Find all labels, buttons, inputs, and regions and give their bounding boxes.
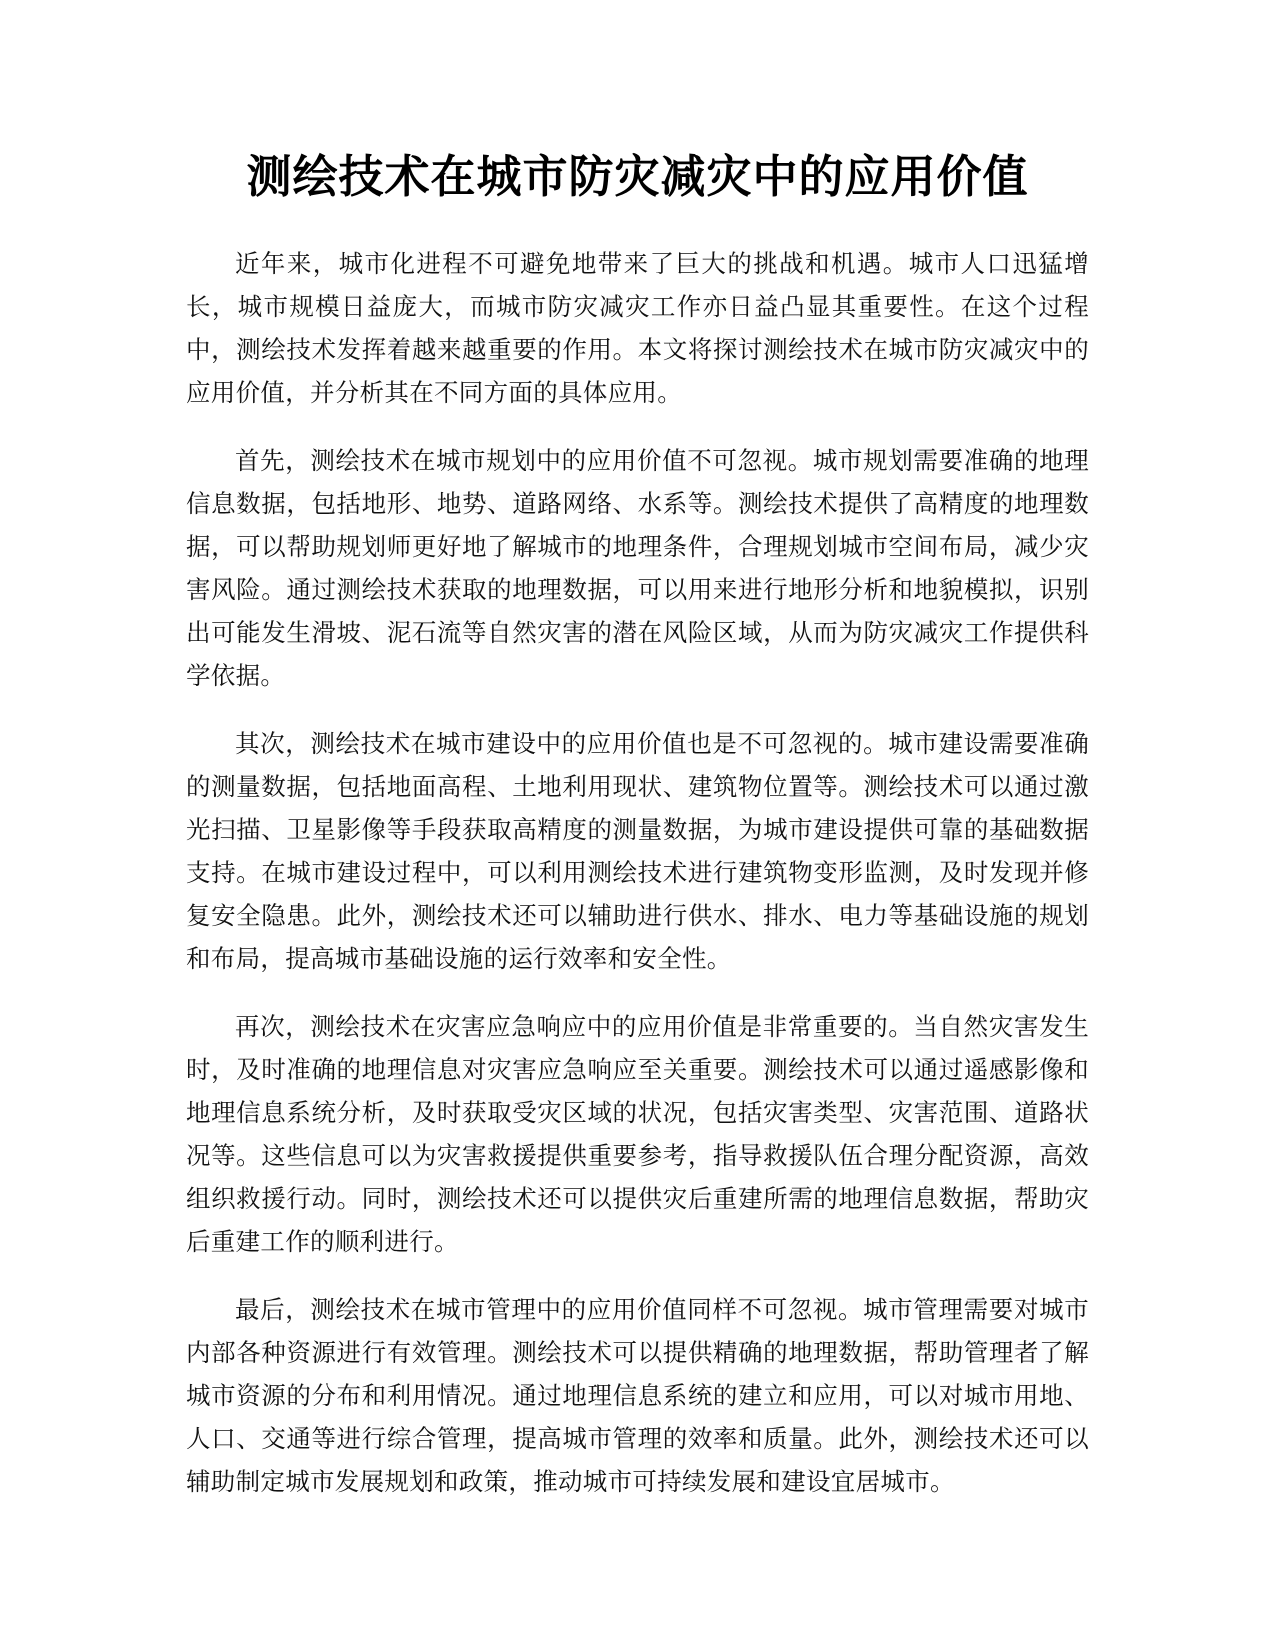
- paragraph-emergency-response: 再次，测绘技术在灾害应急响应中的应用价值是非常重要的。当自然灾害发生时，及时准确的地理信息对灾害应急响应至关重要。测绘技术可以通过遥感影像和地理信息系统分析，及时获取受灾区域的状况，包括灾害类型、灾害范围、道路状况等。这些信息可以为灾害救援提供重要参考，指导救援队伍合理分配资源，高效组织救援行动。同时，测绘技术还可以提供灾后重建所需的地理信息数据，帮助灾后重建工作的顺利进行。: [186, 1012, 1089, 1256]
- paragraph-intro: 近年来，城市化进程不可避免地带来了巨大的挑战和机遇。城市人口迅猛增长，城市规模日益庞大，而城市防灾减灾工作亦日益凸显其重要性。在这个过程中，测绘技术发挥着越来越重要的作用。本文将探讨测绘技术在城市防灾减灾中的应用价值，并分析其在不同方面的具体应用。: [186, 249, 1089, 407]
- document-title: 测绘技术在城市防灾减灾中的应用价值: [246, 150, 1029, 203]
- paragraph-urban-planning: 首先，测绘技术在城市规划中的应用价值不可忽视。城市规划需要准确的地理信息数据，包括地形、地势、道路网络、水系等。测绘技术提供了高精度的地理数据，可以帮助规划师更好地了解城市的地理条件，合理规划城市空间布局，减少灾害风险。通过测绘技术获取的地理数据，可以用来进行地形分析和地貌模拟，识别出可能发生滑坡、泥石流等自然灾害的潜在风险区域，从而为防灾减灾工作提供科学依据。: [186, 446, 1089, 690]
- paragraph-urban-construction: 其次，测绘技术在城市建设中的应用价值也是不可忽视的。城市建设需要准确的测量数据，包括地面高程、土地利用现状、建筑物位置等。测绘技术可以通过激光扫描、卫星影像等手段获取高精度的测量数据，为城市建设提供可靠的基础数据支持。在城市建设过程中，可以利用测绘技术进行建筑物变形监测，及时发现并修复安全隐患。此外，测绘技术还可以辅助进行供水、排水、电力等基础设施的规划和布局，提高城市基础设施的运行效率和安全性。: [186, 729, 1089, 973]
- document-body: [186, 242, 1089, 1528]
- paragraph-urban-management: 最后，测绘技术在城市管理中的应用价值同样不可忽视。城市管理需要对城市内部各种资源进行有效管理。测绘技术可以提供精确的地理数据，帮助管理者了解城市资源的分布和利用情况。通过地理信息系统的建立和应用，可以对城市用地、人口、交通等进行综合管理，提高城市管理的效率和质量。此外，测绘技术还可以辅助制定城市发展规划和政策，推动城市可持续发展和建设宜居城市。: [186, 1295, 1089, 1496]
